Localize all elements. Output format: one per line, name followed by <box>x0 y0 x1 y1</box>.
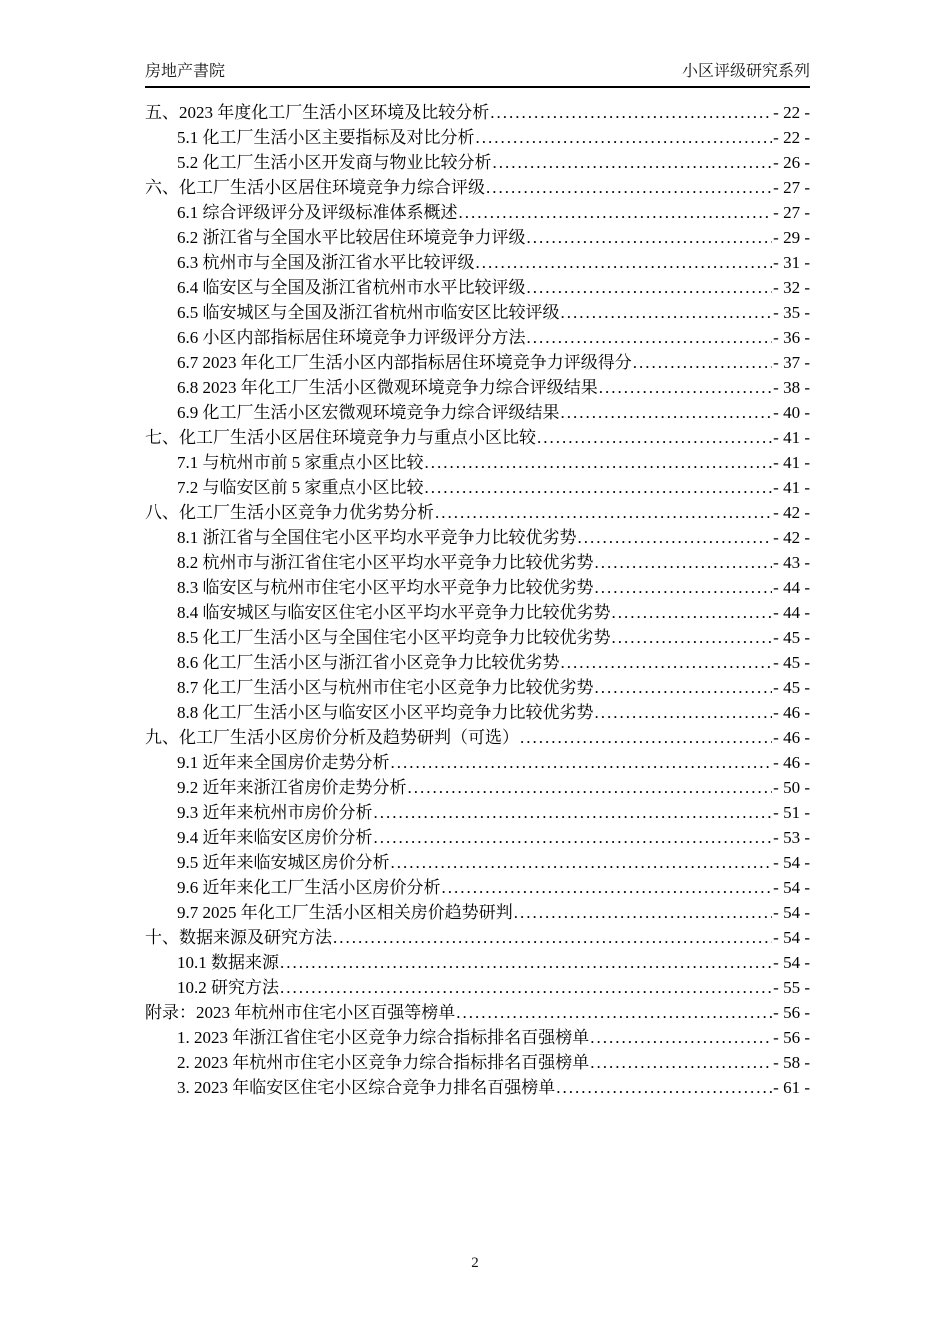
toc-entry-label: 9.3 近年来杭州市房价分析 <box>177 803 373 822</box>
toc-entry-page: - 40 - <box>773 403 810 422</box>
toc-entry-page: - 58 - <box>773 1053 810 1072</box>
toc-entry-label: 5.2 化工厂生活小区开发商与物业比较分析 <box>177 153 492 172</box>
toc-entry-label: 10.2 研究方法 <box>177 978 279 997</box>
toc-entry-label: 1. 2023 年浙江省住宅小区竞争力综合指标排名百强榜单 <box>177 1028 590 1047</box>
toc-entry-page: - 45 - <box>773 678 810 697</box>
toc-entry <box>145 775 810 800</box>
toc-entry-page: - 45 - <box>773 628 810 647</box>
toc-dot-leader <box>425 450 773 475</box>
toc-entry <box>145 850 810 875</box>
toc-dot-leader <box>556 1075 772 1100</box>
toc-entry-page: - 42 - <box>773 503 810 522</box>
toc-dot-leader <box>520 725 772 750</box>
toc-entry <box>145 750 810 775</box>
toc-entry <box>145 300 810 325</box>
toc-entry-label: 6.1 综合评级评分及评级标准体系概述 <box>177 203 458 222</box>
toc-entry <box>145 950 810 975</box>
toc-dot-leader <box>527 275 773 300</box>
toc-entry <box>145 650 810 675</box>
toc-entry-label: 9.4 近年来临安区房价分析 <box>177 828 373 847</box>
toc-dot-leader <box>514 900 772 925</box>
toc-entry <box>145 475 810 500</box>
toc-entry-label: 8.2 杭州市与浙江省住宅小区平均水平竞争力比较优劣势 <box>177 553 594 572</box>
toc-entry <box>145 725 810 750</box>
toc-entry-page: - 53 - <box>773 828 810 847</box>
toc-entry-label: 9.6 近年来化工厂生活小区房价分析 <box>177 878 441 897</box>
toc-entry <box>145 700 810 725</box>
toc-entry-page: - 46 - <box>773 753 810 772</box>
toc-entry <box>145 150 810 175</box>
toc-entry <box>145 550 810 575</box>
toc-entry <box>145 500 810 525</box>
toc-entry <box>145 975 810 1000</box>
toc-entry-label: 9.2 近年来浙江省房价走势分析 <box>177 778 407 797</box>
toc-dot-leader <box>408 775 773 800</box>
toc-dot-leader <box>590 1050 772 1075</box>
header-left-text: 房地产書院 <box>145 63 226 80</box>
toc-entry-label: 8.8 化工厂生活小区与临安区小区平均竞争力比较优劣势 <box>177 703 594 722</box>
toc-entry <box>145 350 810 375</box>
toc-dot-leader <box>612 600 773 625</box>
toc-entry-label: 9.5 近年来临安城区房价分析 <box>177 853 390 872</box>
toc-entry-label: 6.8 2023 年化工厂生活小区微观环境竞争力综合评级结果 <box>177 378 598 397</box>
toc-entry-page: - 45 - <box>773 653 810 672</box>
toc-dot-leader <box>280 975 772 1000</box>
header-right-text: 小区评级研究系列 <box>681 63 810 80</box>
toc-dot-leader <box>578 525 773 550</box>
toc-entry <box>145 450 810 475</box>
toc-entry <box>145 225 810 250</box>
toc-dot-leader <box>486 175 772 200</box>
toc-entry-page: - 29 - <box>773 228 810 247</box>
toc-entry-label: 8.7 化工厂生活小区与杭州市住宅小区竞争力比较优劣势 <box>177 678 594 697</box>
toc-entry <box>145 200 810 225</box>
toc-entry <box>145 1075 810 1100</box>
toc-entry-label: 8.6 化工厂生活小区与浙江省小区竞争力比较优劣势 <box>177 653 560 672</box>
toc-dot-leader <box>476 250 773 275</box>
toc-entry-page: - 35 - <box>773 303 810 322</box>
toc-entry <box>145 600 810 625</box>
toc-entry-label: 7.1 与杭州市前 5 家重点小区比较 <box>177 453 424 472</box>
toc-entry-label: 6.6 小区内部指标居住环境竞争力评级评分方法 <box>177 328 526 347</box>
toc-entry-label: 8.1 浙江省与全国住宅小区平均水平竞争力比较优劣势 <box>177 528 577 547</box>
toc-entry-label: 七、化工厂生活小区居住环境竞争力与重点小区比较 <box>145 428 536 447</box>
toc-entry-page: - 32 - <box>773 278 810 297</box>
toc-dot-leader <box>435 500 772 525</box>
toc-entry-label: 6.5 临安城区与全国及浙江省杭州市临安区比较评级 <box>177 303 560 322</box>
toc-dot-leader <box>442 875 773 900</box>
toc-entry-page: - 56 - <box>773 1003 810 1022</box>
toc-dot-leader <box>527 225 773 250</box>
toc-entry-page: - 46 - <box>773 728 810 747</box>
toc-dot-leader <box>490 100 772 125</box>
toc-dot-leader <box>459 200 773 225</box>
toc-dot-leader <box>476 125 773 150</box>
toc-dot-leader <box>595 700 773 725</box>
toc-dot-leader <box>595 550 773 575</box>
toc-entry-page: - 27 - <box>773 203 810 222</box>
toc-entry <box>145 625 810 650</box>
toc-dot-leader <box>527 325 773 350</box>
toc-entry-page: - 41 - <box>773 478 810 497</box>
toc-entry-label: 八、化工厂生活小区竞争力优劣势分析 <box>145 503 434 522</box>
toc-entry <box>145 575 810 600</box>
toc-entry <box>145 925 810 950</box>
toc-dot-leader <box>425 475 773 500</box>
toc-entry <box>145 425 810 450</box>
toc-entry-page: - 41 - <box>773 453 810 472</box>
toc-dot-leader <box>595 675 773 700</box>
toc-entry-page: - 41 - <box>773 428 810 447</box>
toc-dot-leader <box>374 825 773 850</box>
toc-entry <box>145 675 810 700</box>
toc-entry-page: - 44 - <box>773 603 810 622</box>
toc-entry <box>145 1050 810 1075</box>
toc-dot-leader <box>595 575 773 600</box>
toc-entry-page: - 54 - <box>773 928 810 947</box>
toc-entry <box>145 525 810 550</box>
toc-entry <box>145 275 810 300</box>
toc-entry-page: - 46 - <box>773 703 810 722</box>
page-footer <box>0 1255 950 1272</box>
toc-entry <box>145 250 810 275</box>
toc-entry <box>145 100 810 125</box>
toc-entry <box>145 375 810 400</box>
toc-entry-label: 2. 2023 年杭州市住宅小区竞争力综合指标排名百强榜单 <box>177 1053 590 1072</box>
toc-entry-label: 7.2 与临安区前 5 家重点小区比较 <box>177 478 424 497</box>
toc-entry-label: 5.1 化工厂生活小区主要指标及对比分析 <box>177 128 475 147</box>
toc-entry <box>145 400 810 425</box>
toc-entry-page: - 54 - <box>773 953 810 972</box>
toc-entry-label: 五、2023 年度化工厂生活小区环境及比较分析 <box>145 103 490 122</box>
toc-entry-page: - 54 - <box>773 903 810 922</box>
toc-entry-page: - 22 - <box>773 128 810 147</box>
toc-entry-page: - 22 - <box>773 103 810 122</box>
toc-dot-leader <box>280 950 772 975</box>
toc-entry-label: 6.3 杭州市与全国及浙江省水平比较评级 <box>177 253 475 272</box>
toc-dot-leader <box>374 800 773 825</box>
toc-entry <box>145 825 810 850</box>
toc-entry-label: 6.9 化工厂生活小区宏微观环境竞争力综合评级结果 <box>177 403 560 422</box>
toc-dot-leader <box>561 400 773 425</box>
toc-entry <box>145 800 810 825</box>
table-of-contents <box>145 100 810 1100</box>
toc-entry <box>145 900 810 925</box>
toc-entry-page: - 50 - <box>773 778 810 797</box>
toc-dot-leader <box>599 375 772 400</box>
toc-entry-label: 8.5 化工厂生活小区与全国住宅小区平均竞争力比较优劣势 <box>177 628 611 647</box>
toc-entry-page: - 42 - <box>773 528 810 547</box>
toc-entry <box>145 875 810 900</box>
toc-entry <box>145 1000 810 1025</box>
toc-entry-label: 6.7 2023 年化工厂生活小区内部指标居住环境竞争力评级得分 <box>177 353 632 372</box>
toc-entry-page: - 55 - <box>773 978 810 997</box>
toc-entry-label: 9.1 近年来全国房价走势分析 <box>177 753 390 772</box>
toc-entry-page: - 54 - <box>773 878 810 897</box>
toc-entry-label: 十、数据来源及研究方法 <box>145 928 332 947</box>
toc-entry-label: 10.1 数据来源 <box>177 953 279 972</box>
toc-entry-page: - 56 - <box>773 1028 810 1047</box>
toc-entry <box>145 1025 810 1050</box>
toc-entry <box>145 325 810 350</box>
toc-entry-label: 3. 2023 年临安区住宅小区综合竞争力排名百强榜单 <box>177 1078 556 1097</box>
toc-dot-leader <box>561 650 773 675</box>
toc-dot-leader <box>561 300 773 325</box>
page-header <box>145 58 810 88</box>
toc-dot-leader <box>633 350 772 375</box>
toc-entry-label: 6.2 浙江省与全国水平比较居住环境竞争力评级 <box>177 228 526 247</box>
toc-dot-leader <box>537 425 772 450</box>
toc-dot-leader <box>590 1025 772 1050</box>
toc-entry-page: - 51 - <box>773 803 810 822</box>
toc-entry-page: - 54 - <box>773 853 810 872</box>
toc-entry-label: 9.7 2025 年化工厂生活小区相关房价趋势研判 <box>177 903 513 922</box>
toc-entry-label: 附录：2023 年杭州市住宅小区百强等榜单 <box>145 1003 456 1022</box>
toc-entry-page: - 27 - <box>773 178 810 197</box>
toc-entry-label: 8.4 临安城区与临安区住宅小区平均水平竞争力比较优劣势 <box>177 603 611 622</box>
toc-entry-page: - 43 - <box>773 553 810 572</box>
toc-entry-page: - 44 - <box>773 578 810 597</box>
toc-dot-leader <box>333 925 772 950</box>
toc-entry-label: 九、化工厂生活小区房价分析及趋势研判（可选） <box>145 728 519 747</box>
toc-entry-label: 6.4 临安区与全国及浙江省杭州市水平比较评级 <box>177 278 526 297</box>
toc-entry-label: 8.3 临安区与杭州市住宅小区平均水平竞争力比较优劣势 <box>177 578 594 597</box>
toc-dot-leader <box>391 750 773 775</box>
page-number: 2 <box>471 1255 479 1271</box>
toc-entry-label: 六、化工厂生活小区居住环境竞争力综合评级 <box>145 178 485 197</box>
toc-entry-page: - 31 - <box>773 253 810 272</box>
toc-entry-page: - 36 - <box>773 328 810 347</box>
toc-entry <box>145 125 810 150</box>
toc-entry-page: - 37 - <box>773 353 810 372</box>
toc-dot-leader <box>456 1000 772 1025</box>
toc-dot-leader <box>493 150 773 175</box>
toc-entry-page: - 38 - <box>773 378 810 397</box>
toc-entry-page: - 61 - <box>773 1078 810 1097</box>
toc-dot-leader <box>391 850 773 875</box>
toc-dot-leader <box>612 625 773 650</box>
toc-entry <box>145 175 810 200</box>
toc-entry-page: - 26 - <box>773 153 810 172</box>
